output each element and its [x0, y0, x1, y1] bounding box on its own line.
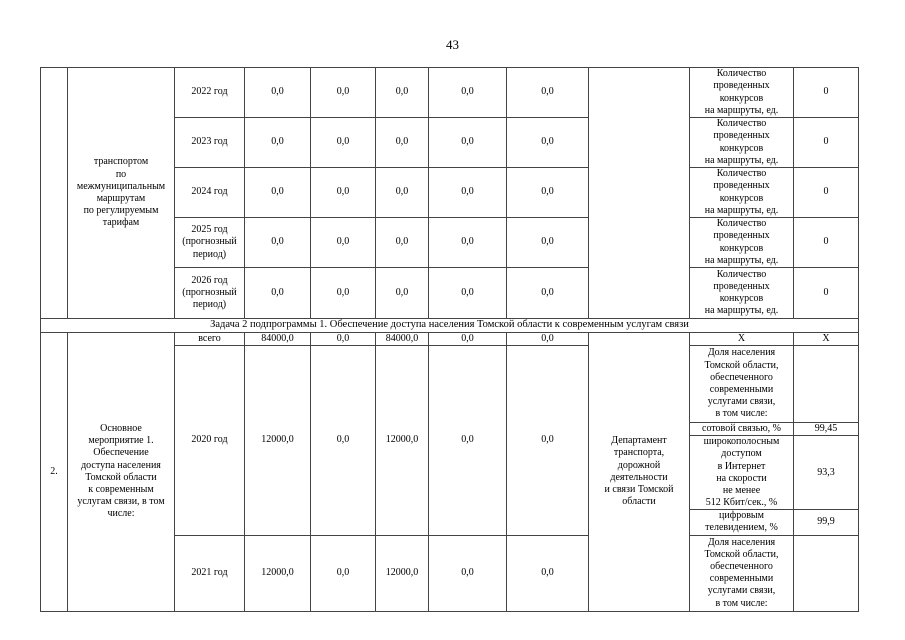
target-cell: X [794, 332, 859, 345]
year-cell: 2024 год [175, 168, 245, 218]
target-cell [794, 345, 859, 422]
value-cell: 12000,0 [245, 345, 311, 535]
indicator-cell: Количество проведенных конкурсов на маршруты, ед. [690, 218, 794, 268]
value-cell: 0,0 [376, 268, 429, 319]
task-heading: Задача 2 подпрограммы 1. Обеспечение доступа населения Томской области к современным услугам связи [41, 319, 859, 333]
value-cell: 0,0 [429, 332, 507, 345]
target-cell: 99,45 [794, 422, 859, 435]
target-cell: 0 [794, 168, 859, 218]
year-cell: 2026 год (прогнозный период) [175, 268, 245, 319]
target-cell: 0 [794, 68, 859, 118]
activity-title: Основное мероприятие 1. Обеспечение доступа населения Томской области к современным услугам связи, в том числе: [68, 332, 175, 611]
value-cell: 0,0 [311, 118, 376, 168]
value-cell: 0,0 [311, 168, 376, 218]
value-cell: 0,0 [429, 118, 507, 168]
target-cell: 0 [794, 218, 859, 268]
value-cell: 0,0 [311, 218, 376, 268]
row-number-cell [41, 68, 68, 319]
value-cell: 84000,0 [245, 332, 311, 345]
program-table [40, 67, 859, 612]
value-cell: 0,0 [429, 268, 507, 319]
target-cell: 99,9 [794, 510, 859, 535]
page-number: 43 [446, 37, 459, 52]
indicator-cell: широкополосным доступом в Интернет на скорости не менее 512 Кбит/сек., % [690, 436, 794, 510]
value-cell: 0,0 [376, 218, 429, 268]
activity-title: транспортом по межмуниципальным маршрутам по регулируемым тарифам [68, 68, 175, 319]
indicator-cell: сотовой связью, % [690, 422, 794, 435]
target-cell: 0 [794, 118, 859, 168]
indicator-cell: цифровым телевидением, % [690, 510, 794, 535]
value-cell: 0,0 [507, 535, 589, 611]
value-cell: 0,0 [245, 268, 311, 319]
value-cell: 84000,0 [376, 332, 429, 345]
value-cell: 0,0 [245, 168, 311, 218]
indicator-cell: Количество проведенных конкурсов на маршруты, ед. [690, 118, 794, 168]
value-cell: 12000,0 [245, 535, 311, 611]
table-row [41, 332, 859, 345]
year-cell: 2021 год [175, 535, 245, 611]
value-cell: 0,0 [507, 268, 589, 319]
value-cell: 0,0 [429, 168, 507, 218]
value-cell: 0,0 [507, 218, 589, 268]
value-cell: 0,0 [311, 535, 376, 611]
value-cell: 0,0 [429, 535, 507, 611]
row-number-cell: 2. [41, 332, 68, 611]
value-cell: 0,0 [507, 168, 589, 218]
value-cell: 0,0 [376, 168, 429, 218]
value-cell: 0,0 [507, 118, 589, 168]
value-cell: 0,0 [429, 218, 507, 268]
value-cell: 0,0 [507, 332, 589, 345]
value-cell: 12000,0 [376, 345, 429, 535]
year-cell: 2020 год [175, 345, 245, 535]
value-cell: 0,0 [429, 345, 507, 535]
year-cell: 2023 год [175, 118, 245, 168]
executor-cell: Департамент транспорта, дорожной деятельности и связи Томской области [589, 332, 690, 611]
target-cell: 0 [794, 268, 859, 319]
value-cell: 0,0 [245, 68, 311, 118]
indicator-cell: Доля населения Томской области, обеспеченного современными услугами связи, в том числе: [690, 345, 794, 422]
value-cell: 0,0 [311, 345, 376, 535]
value-cell: 0,0 [429, 68, 507, 118]
indicator-cell: X [690, 332, 794, 345]
value-cell: 0,0 [507, 68, 589, 118]
value-cell: 0,0 [311, 332, 376, 345]
target-cell [794, 535, 859, 611]
indicator-cell: Количество проведенных конкурсов на маршруты, ед. [690, 168, 794, 218]
indicator-cell: Количество проведенных конкурсов на маршруты, ед. [690, 68, 794, 118]
table-row [41, 68, 859, 118]
executor-cell [589, 68, 690, 319]
value-cell: 0,0 [376, 68, 429, 118]
value-cell: 0,0 [245, 218, 311, 268]
value-cell: 12000,0 [376, 535, 429, 611]
year-cell: всего [175, 332, 245, 345]
target-cell: 93,3 [794, 436, 859, 510]
indicator-cell: Доля населения Томской области, обеспеченного современными услугами связи, в том числе: [690, 535, 794, 611]
indicator-cell: Количество проведенных конкурсов на маршруты, ед. [690, 268, 794, 319]
value-cell: 0,0 [311, 268, 376, 319]
year-cell: 2022 год [175, 68, 245, 118]
value-cell: 0,0 [507, 345, 589, 535]
table-row [41, 319, 859, 333]
value-cell: 0,0 [311, 68, 376, 118]
year-cell: 2025 год (прогнозный период) [175, 218, 245, 268]
value-cell: 0,0 [245, 118, 311, 168]
value-cell: 0,0 [376, 118, 429, 168]
